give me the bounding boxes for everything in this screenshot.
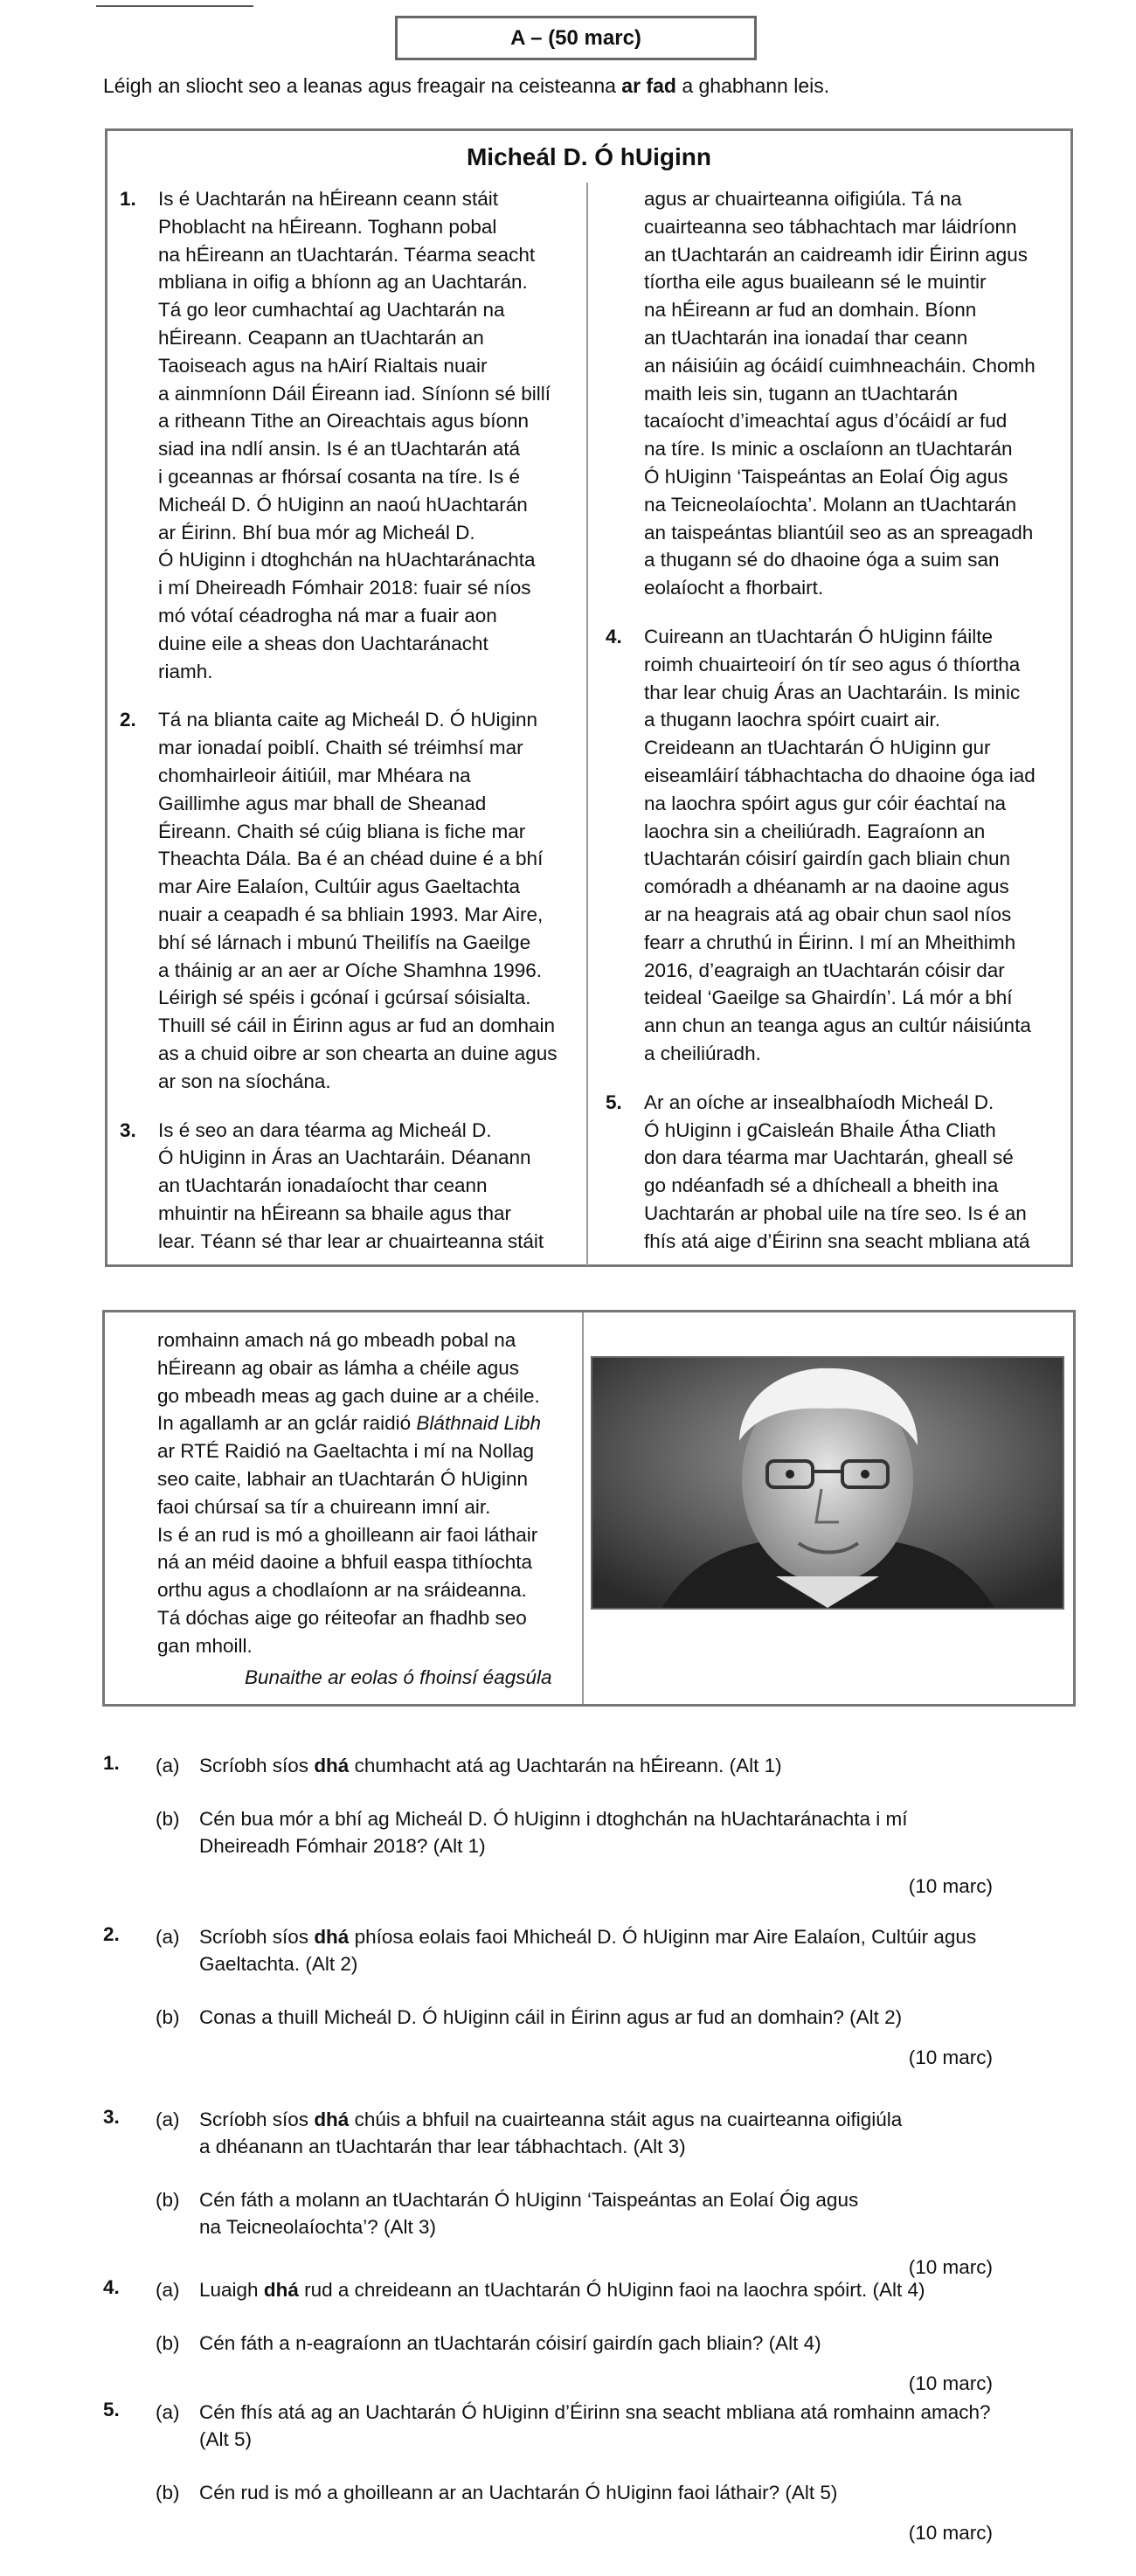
- paragraph-text: [158, 1117, 544, 1256]
- paragraph-number: 2.: [120, 709, 136, 731]
- text-line: comóradh a dhéanamh ar na daoine agus: [644, 876, 1009, 898]
- paragraph-text: [644, 623, 1036, 1068]
- text-line: bhí sé lárnach i mbunú Theilifís na Gaeilge: [158, 931, 531, 953]
- text-line: Uachtarán ar phobal uile na tíre seo. Is é an: [644, 1201, 1027, 1224]
- text-line: chomhairleoir áitiúil, mar Mhéara na: [158, 764, 471, 786]
- question-text: Scríobh síos dhá phíosa eolais faoi Mhicheál D. Ó hUiginn mar Aire Ealaíon, Cultúir agus Gaeltachta. (Alt 2): [199, 1926, 977, 1975]
- text-line: a cheiliúradh.: [644, 1042, 761, 1064]
- text-line: a ainmníonn Dáil Éireann iad. Síníonn sé billí: [158, 382, 551, 405]
- text-line: eolaíocht a fhorbairt.: [644, 577, 824, 599]
- text-line: Creideann an tUachtarán Ó hUiginn gur: [644, 737, 991, 759]
- text-line: Is é an rud is mó a ghoilleann air faoi láthair: [157, 1523, 538, 1546]
- question-part-label: (a): [156, 1755, 180, 1776]
- text-line: a ritheann Tithe an Oireachtais agus bíonn: [158, 410, 530, 433]
- text-line: Tá dóchas aige go réiteofar an fhadhb seo: [157, 1606, 527, 1629]
- text-line: mar ionadaí poiblí. Chaith sé tréimhsí mar: [158, 737, 523, 759]
- question-part-label: (b): [156, 2332, 180, 2354]
- question-number: 4.: [103, 2276, 120, 2298]
- text-line: Cuireann an tUachtarán Ó hUiginn fáilte: [644, 626, 993, 647]
- text-line: Ó hUiginn ‘Taispeántas an Eolaí Óig agus: [644, 465, 1008, 488]
- text-line: don dara téarma mar Uachtarán, gheall sé: [644, 1146, 1014, 1169]
- paragraph-text: [158, 706, 558, 1095]
- text-line: Ó hUiginn i dtoghchán na hUachtaránachta: [158, 549, 536, 571]
- question-number: 2.: [103, 1923, 120, 1945]
- text-line: Tá na blianta caite ag Micheál D. Ó hUiginn: [158, 709, 537, 731]
- text-line: Léirigh sé spéis i gcónaí i gcúrsaí sóisialta.: [158, 987, 531, 1009]
- text-line: mbliana in oifig a bhíonn ag an Uachtarán.: [158, 271, 528, 294]
- question-text: Scríobh síos dhá chúis a bhfuil na cuairteanna stáit agus na cuairteanna oifigiúla a dhéanann an tUachtarán thar lear tábhachtach. (Alt 3): [199, 2109, 903, 2157]
- question-part-label: (b): [156, 2482, 180, 2503]
- paragraph-number: 3.: [120, 1118, 136, 1141]
- question-part-label: (a): [156, 2109, 180, 2130]
- text-line: maith leis sin, tugann an tUachtarán: [644, 382, 958, 405]
- text-line: a thugann laochra spóirt cuairt air.: [644, 709, 940, 731]
- question-marks: (10 marc): [908, 2372, 993, 2394]
- text-line: i mí Dheireadh Fómhair 2018: fuair sé níos: [158, 577, 531, 599]
- text-line: faoi chúrsaí sa tír a chuireann imní air.: [157, 1495, 491, 1518]
- text-line: nuair a ceapadh é sa bhliain 1993. Mar Aire,: [158, 903, 544, 925]
- text-line: mó vótaí céadrogha ná mar a fuair aon: [158, 604, 497, 627]
- question-part-label: (b): [156, 2006, 180, 2028]
- text-line: seo caite, labhair an tUachtarán Ó hUiginn: [157, 1467, 528, 1490]
- text-line: gan mhoill.: [157, 1634, 253, 1657]
- paragraph-number: 1.: [120, 188, 136, 210]
- text-line: Tá go leor cumhachtaí ag Uachtarán na: [158, 299, 505, 322]
- text-line: a tháinig ar an aer ar Oíche Shamhna 1996.: [158, 959, 543, 981]
- radio-programme-name: Bláthnaid Libh: [416, 1412, 542, 1435]
- text-line: Phoblacht na hÉireann. Toghann pobal: [158, 215, 497, 238]
- instructions: Léigh an sliocht seo a leanas agus freagair na ceisteanna ar fad a ghabhann leis.: [103, 74, 830, 97]
- text-line: Gaillimhe agus mar bhall de Sheanad: [158, 792, 487, 814]
- text-line: Is é seo an dara téarma ag Micheál D.: [158, 1118, 492, 1141]
- text-line: an taispeántas bliantúil seo as an spreagadh: [644, 521, 1034, 544]
- text-line: go ndéanfadh sé a dhícheall a bheith ina: [644, 1174, 999, 1197]
- text-line: Ó hUiginn i gCaisleán Bhaile Átha Cliath: [644, 1118, 996, 1141]
- text-line: a thugann sé do dhaoine óga a suim san: [644, 549, 1000, 571]
- header-rule: [96, 0, 253, 7]
- text-line: Éireann. Chaith sé cúig bliana is fiche mar: [158, 820, 526, 842]
- text-line: agus ar chuairteanna oifigiúla. Tá na: [644, 188, 962, 210]
- article-continuation-box: [102, 1310, 1076, 1707]
- text-line: Micheál D. Ó hUiginn an naoú hUachtarán: [158, 493, 528, 516]
- question-marks: (10 marc): [908, 2522, 993, 2544]
- text-line: ar na heagrais atá ag obair chun saol níos: [644, 903, 1012, 925]
- question-part-label: (a): [156, 2401, 180, 2423]
- question-number: 3.: [103, 2106, 120, 2128]
- text-line: tacaíocht d’imeachtaí agus d’ócáidí ar fud: [644, 410, 1008, 433]
- text-line: ar son na síochána.: [158, 1070, 331, 1092]
- text-line: thar lear chuig Áras an Uachtaráin. Is minic: [644, 681, 1021, 703]
- question-marks: (10 marc): [908, 2256, 993, 2278]
- text-line: na laochra spóirt agus gur cóir éachtaí na: [644, 792, 1006, 814]
- question-part-label: (b): [156, 2189, 180, 2211]
- text-line: an tUachtarán ionadaíocht thar ceann: [158, 1174, 488, 1197]
- text-line: ná an méid daoine a bhfuil easpa tithíochta: [157, 1551, 533, 1574]
- text-line: ann chun an teanga agus an cultúr náisiúnta: [644, 1014, 1031, 1037]
- question-text: Scríobh síos dhá chumhacht atá ag Uachtarán na hÉireann. (Alt 1): [199, 1755, 782, 1776]
- text-line: i gceannas ar fhórsaí cosanta na tíre. Is é: [158, 465, 520, 488]
- question-part-label: (a): [156, 2279, 180, 2301]
- text-line: an tUachtarán ina ionadaí thar ceann: [644, 326, 968, 349]
- question-text: Cén rud is mó a ghoilleann ar an Uachtarán Ó hUiginn faoi láthair? (Alt 5): [199, 2482, 838, 2503]
- question-part-label: (b): [156, 1808, 180, 1830]
- text-line: hÉireann. Ceapann an tUachtarán an: [158, 326, 484, 349]
- article-title: Micheál D. Ó hUiginn: [466, 143, 711, 170]
- question-text: Conas a thuill Micheál D. Ó hUiginn cáil in Éirinn agus ar fud an domhain? (Alt 2): [199, 2006, 903, 2028]
- text-line: an tUachtarán an caidreamh idir Éirinn agus: [644, 243, 1028, 266]
- question-number: 1.: [103, 1752, 120, 1774]
- question-text: Luaigh dhá rud a chreideann an tUachtarán Ó hUiginn faoi na laochra spóirt. (Alt 4): [199, 2279, 925, 2301]
- text-line: eiseamláirí tábhachtacha do dhaoine óga iad: [644, 764, 1036, 786]
- article-box: [105, 128, 1073, 1267]
- question-number: 5.: [103, 2399, 120, 2420]
- text-line: na Teicneolaíochta’. Molann an tUachtarán: [644, 493, 1017, 516]
- president-photo: [591, 1356, 1064, 1610]
- text-line: na tíre. Is minic a osclaíonn an tUachtarán: [644, 438, 1013, 460]
- text-line: Ó hUiginn in Áras an Uachtaráin. Déanann: [158, 1146, 531, 1169]
- question-marks: (10 marc): [908, 1875, 993, 1897]
- paragraph-number: 5.: [606, 1091, 622, 1113]
- text-line: In agallamh ar an gclár raidió Bláthnaid Libh: [157, 1412, 542, 1435]
- question-part-label: (a): [156, 1926, 180, 1948]
- continuation-text: [157, 1326, 541, 1660]
- text-line: as a chuid oibre ar son chearta an duine agus: [158, 1042, 558, 1064]
- paragraph-number: 4.: [606, 626, 622, 647]
- text-line: riamh.: [158, 660, 213, 682]
- question-text: Cén bua mór a bhí ag Micheál D. Ó hUiginn i dtoghchán na hUachtaránachta i mí Dheireadh Fómhair 2018? (Alt 1): [199, 1808, 908, 1857]
- text-line: orthu agus a chodlaíonn ar na sráideanna.: [157, 1579, 527, 1602]
- text-line: lear. Téann sé thar lear ar chuairteanna stáit: [158, 1229, 544, 1252]
- text-line: duine eile a sheas don Uachtaránacht: [158, 632, 488, 654]
- question-marks: (10 marc): [908, 2046, 993, 2068]
- text-line: 2016, d’eagraigh an tUachtarán cóisir dar: [644, 959, 1005, 981]
- text-line: an náisiúin ag ócáidí cuimhneacháin. Chomh: [644, 354, 1036, 377]
- question-text: Cén fhís atá ag an Uachtarán Ó hUiginn d’Éirinn sna seacht mbliana atá romhainn amach? (Alt 5): [199, 2401, 991, 2450]
- question-text: Cén fáth a n-eagraíonn an tUachtarán cóisirí gairdín gach bliain? (Alt 4): [199, 2332, 821, 2354]
- text-line: mhuintir na hÉireann sa bhaile agus thar: [158, 1201, 512, 1224]
- text-line: go mbeadh meas ag gach duine ar a chéile.: [157, 1384, 540, 1407]
- question-text: Cén fáth a molann an tUachtarán Ó hUiginn ‘Taispeántas an Eolaí Óig agus na Teicneolaíochta’? (Alt 3): [199, 2189, 859, 2238]
- text-line: hÉireann ag obair as lámha a chéile agus: [157, 1356, 520, 1379]
- text-line: na hÉireann ar fud an domhain. Bíonn: [644, 299, 977, 322]
- text-line: tUachtarán cóisirí gairdín gach bliain chun: [644, 848, 1010, 870]
- text-line: roimh chuairteoirí ón tír seo agus ó thíortha: [644, 653, 1021, 675]
- text-line: Ar an oíche ar insealbhaíodh Micheál D.: [644, 1091, 994, 1113]
- text-line: Thuill sé cáil in Éirinn agus ar fud an domhain: [158, 1014, 555, 1037]
- text-line: mar Aire Ealaíon, Cultúir agus Gaeltachta: [158, 876, 520, 898]
- paragraph-text: [644, 185, 1036, 602]
- section-title: A – (50 marc): [395, 16, 757, 60]
- text-line: fhís atá aige d’Éirinn sna seacht mbliana atá: [644, 1229, 1030, 1252]
- paragraph-text: [158, 185, 551, 685]
- text-line: ar Éirinn. Bhí bua mór ag Micheál D.: [158, 521, 475, 544]
- text-line: na hÉireann an tUachtarán. Téarma seacht: [158, 243, 536, 266]
- text-line: siad ina ndlí ansin. Is é an tUachtarán atá: [158, 438, 521, 460]
- text-line: Is é Uachtarán na hÉireann ceann stáit: [158, 188, 498, 210]
- source-credit: Bunaithe ar eolas ó fhoinsí éagsúla: [245, 1666, 552, 1688]
- text-line: cuairteanna seo tábhachtach mar láidríonn: [644, 215, 1017, 238]
- text-line: teideal ‘Gaeilge sa Ghairdín’. Lá mór a bhí: [644, 987, 1013, 1009]
- text-line: laochra sin a cheiliúradh. Eagraíonn an: [644, 820, 986, 842]
- text-line: romhainn amach ná go mbeadh pobal na: [157, 1329, 516, 1351]
- text-line: tíortha eile agus buaileann sé le muintir: [644, 271, 987, 294]
- continuation-divider: [582, 1312, 584, 1704]
- portrait-image: [592, 1358, 1063, 1608]
- column-divider: [586, 183, 588, 1266]
- text-line: ar RTÉ Raidió na Gaeltachta i mí na Nollag: [157, 1440, 535, 1463]
- text-line: fearr a chruthú in Éirinn. I mí an Mheithimh: [644, 931, 1016, 953]
- text-line: Theachta Dála. Ba é an chéad duine é a bhí: [158, 848, 544, 870]
- paragraph-text: [644, 1089, 1030, 1256]
- text-line: Taoiseach agus na hAirí Rialtais nuair: [158, 354, 488, 377]
